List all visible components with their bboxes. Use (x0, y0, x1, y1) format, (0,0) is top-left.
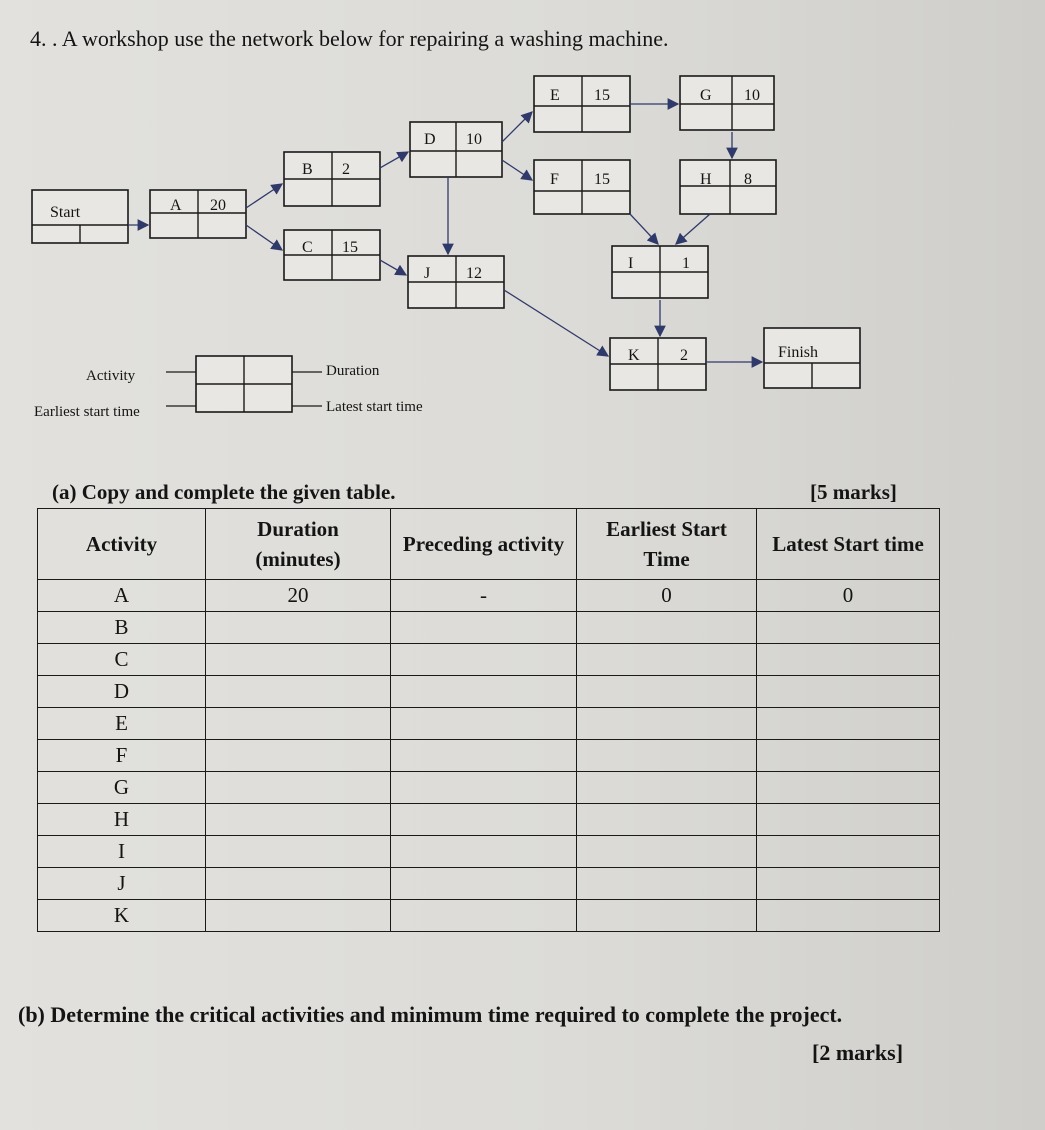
table-cell (577, 612, 757, 644)
table-cell (391, 804, 577, 836)
table-cell: I (38, 836, 206, 868)
table-row (38, 868, 940, 900)
table-cell (577, 900, 757, 932)
table-cell (391, 900, 577, 932)
table-cell: E (38, 708, 206, 740)
svg-text:I: I (628, 255, 634, 272)
table-cell (391, 868, 577, 900)
svg-text:C: C (302, 239, 313, 256)
node-start (32, 190, 128, 243)
node-i (612, 246, 708, 298)
table-cell (577, 868, 757, 900)
table-cell (577, 836, 757, 868)
header-earliest-start: Earliest Start Time (577, 509, 757, 580)
node-e (534, 76, 630, 132)
table-cell (391, 676, 577, 708)
table-cell (206, 676, 391, 708)
node-finish (764, 328, 860, 388)
svg-text:2: 2 (342, 161, 350, 178)
table-row (38, 740, 940, 772)
table-cell (206, 708, 391, 740)
table-cell (391, 612, 577, 644)
question-title: 4. . A workshop use the network below for repairing a washing machine. (30, 26, 669, 51)
table-cell (206, 644, 391, 676)
table-row (38, 612, 940, 644)
table-cell: C (38, 644, 206, 676)
table-cell (757, 612, 940, 644)
svg-text:8: 8 (744, 171, 752, 188)
table-cell: H (38, 804, 206, 836)
table-cell: J (38, 868, 206, 900)
table-cell: 20 (206, 580, 391, 612)
node-b (284, 152, 380, 206)
svg-text:B: B (302, 161, 313, 178)
table-cell (206, 900, 391, 932)
node-finish-label: Finish (778, 344, 819, 361)
svg-text:20: 20 (210, 197, 226, 214)
legend-earliest-start: Earliest start time (34, 404, 140, 420)
part-a-label: (a) Copy and complete the given table. (52, 480, 396, 504)
table-cell: K (38, 900, 206, 932)
table-row (38, 804, 940, 836)
table-cell (206, 772, 391, 804)
svg-text:D: D (424, 131, 436, 148)
table-cell (391, 708, 577, 740)
table-row (38, 580, 940, 612)
svg-text:12: 12 (466, 265, 482, 282)
table-cell (391, 740, 577, 772)
table-cell (391, 644, 577, 676)
table-cell: 0 (577, 580, 757, 612)
part-b-label: (b) Determine the critical activities and minimum time required to complete the project. (18, 1002, 843, 1027)
svg-text:15: 15 (594, 171, 610, 188)
svg-text:K: K (628, 347, 640, 364)
table-row (38, 644, 940, 676)
node-k (610, 338, 706, 390)
table-cell (757, 708, 940, 740)
legend-duration: Duration (326, 363, 380, 379)
table-cell (577, 740, 757, 772)
table-cell (757, 900, 940, 932)
table-cell (391, 836, 577, 868)
header-duration: Duration (minutes) (206, 509, 391, 580)
table-cell (757, 740, 940, 772)
header-preceding: Preceding activity (391, 509, 577, 580)
table-cell: B (38, 612, 206, 644)
node-j (408, 256, 504, 308)
table-cell (757, 772, 940, 804)
node-a (150, 190, 246, 238)
network-legend (34, 356, 423, 420)
table-cell (206, 740, 391, 772)
table-cell: G (38, 772, 206, 804)
table-cell (577, 676, 757, 708)
node-g (680, 76, 774, 130)
table-cell (391, 772, 577, 804)
table-cell: F (38, 740, 206, 772)
table-header-row (38, 509, 940, 580)
table-cell: A (38, 580, 206, 612)
table-cell (757, 868, 940, 900)
table-cell (757, 644, 940, 676)
header-activity: Activity (38, 509, 206, 580)
svg-text:J: J (424, 265, 431, 282)
svg-text:2: 2 (680, 347, 688, 364)
legend-activity: Activity (86, 368, 136, 384)
table-cell (757, 804, 940, 836)
svg-text:A: A (170, 197, 182, 214)
header-latest-start: Latest Start time (757, 509, 940, 580)
svg-text:10: 10 (744, 87, 760, 104)
table-cell (757, 676, 940, 708)
table-row (38, 900, 940, 932)
svg-text:15: 15 (594, 87, 610, 104)
svg-text:15: 15 (342, 239, 358, 256)
table-cell: D (38, 676, 206, 708)
svg-text:F: F (550, 171, 559, 188)
legend-latest-start: Latest start time (326, 399, 423, 415)
part-b-marks: [2 marks] (812, 1040, 904, 1065)
svg-text:1: 1 (682, 255, 690, 272)
svg-text:H: H (700, 171, 712, 188)
activity-table (37, 508, 940, 932)
svg-text:E: E (550, 87, 560, 104)
network-diagram (0, 60, 1045, 430)
svg-text:G: G (700, 87, 712, 104)
svg-text:10: 10 (466, 131, 482, 148)
node-d (410, 122, 502, 177)
table-row (38, 772, 940, 804)
table-cell (577, 772, 757, 804)
table-cell (577, 804, 757, 836)
table-cell (757, 836, 940, 868)
table-cell: 0 (757, 580, 940, 612)
table-cell (206, 804, 391, 836)
table-cell (577, 644, 757, 676)
part-a-marks: [5 marks] (810, 480, 897, 504)
node-f (534, 160, 630, 214)
node-h (680, 160, 776, 214)
node-c (284, 230, 380, 280)
table-cell: - (391, 580, 577, 612)
table-cell (206, 836, 391, 868)
table-cell (577, 708, 757, 740)
table-row (38, 676, 940, 708)
table-row (38, 836, 940, 868)
table-row (38, 708, 940, 740)
node-start-label: Start (50, 204, 81, 221)
table-cell (206, 612, 391, 644)
table-body (38, 580, 940, 932)
table-cell (206, 868, 391, 900)
